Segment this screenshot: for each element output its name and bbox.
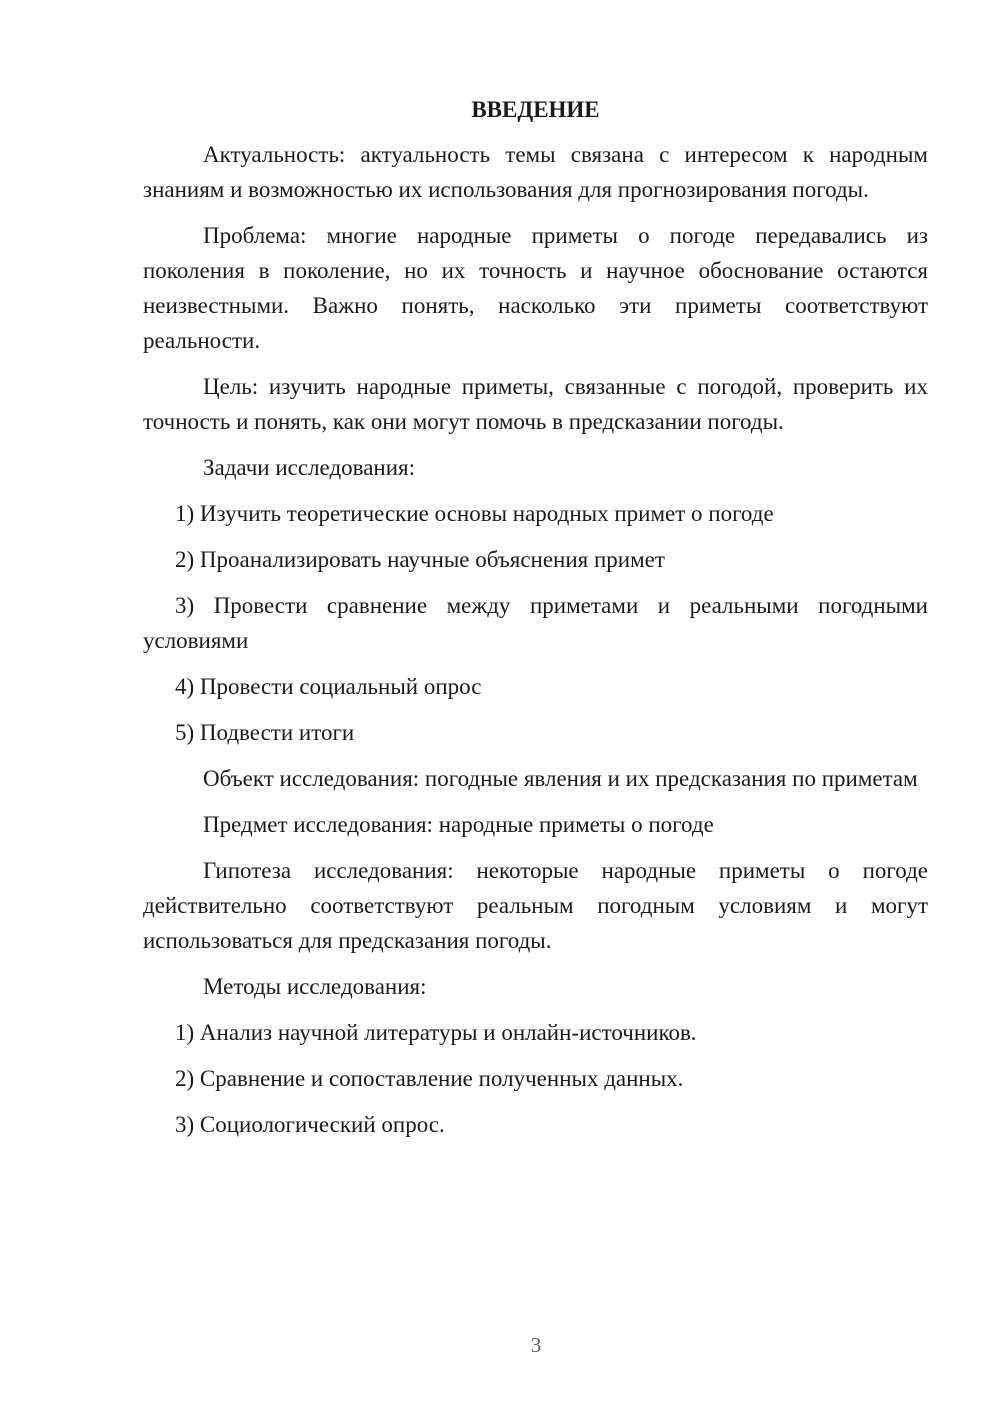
task-item: 5) Подвести итоги bbox=[175, 720, 355, 745]
goal-paragraph: Цель: изучить народные приметы, связанные с погодой, проверить их точность и понять, как они могут помочь в предсказании погоды. bbox=[143, 374, 928, 434]
hypothesis-paragraph: Гипотеза исследования: некоторые народные приметы о погоде действительно соответствуют реальным погодным условиям и могут использоваться для предсказания погоды. bbox=[143, 858, 928, 953]
task-item: 4) Провести социальный опрос bbox=[175, 674, 482, 699]
subject-paragraph: Предмет исследования: народные приметы о погоде bbox=[203, 812, 714, 837]
page-number: 3 bbox=[530, 1333, 542, 1357]
task-item: 3) Провести сравнение между приметами и реальными погодными условиями bbox=[143, 593, 928, 653]
method-item: 1) Анализ научной литературы и онлайн-источников. bbox=[175, 1020, 697, 1045]
object-paragraph: Объект исследования: погодные явления и их предсказания по приметам bbox=[203, 766, 918, 791]
task-item: 1) Изучить теоретические основы народных примет о погоде bbox=[175, 501, 774, 526]
problem-paragraph: Проблема: многие народные приметы о погоде передавались из поколения в поколение, но их точность и научное обоснование остаются неизвестными. Важно понять, насколько эти приметы соответствуют реальности. bbox=[143, 223, 928, 353]
task-item: 2) Проанализировать научные объяснения примет bbox=[175, 547, 665, 572]
method-item: 3) Социологический опрос. bbox=[175, 1112, 445, 1137]
document-body bbox=[143, 92, 928, 1153]
method-item: 2) Сравнение и сопоставление полученных данных. bbox=[175, 1066, 684, 1091]
methods-heading: Методы исследования: bbox=[203, 974, 427, 999]
section-title: ВВЕДЕНИЕ bbox=[471, 97, 600, 122]
tasks-heading: Задачи исследования: bbox=[203, 455, 416, 480]
relevance-paragraph: Актуальность: актуальность темы связана с интересом к народным знаниям и возможностью их использования для прогнозирования погоды. bbox=[143, 142, 928, 202]
